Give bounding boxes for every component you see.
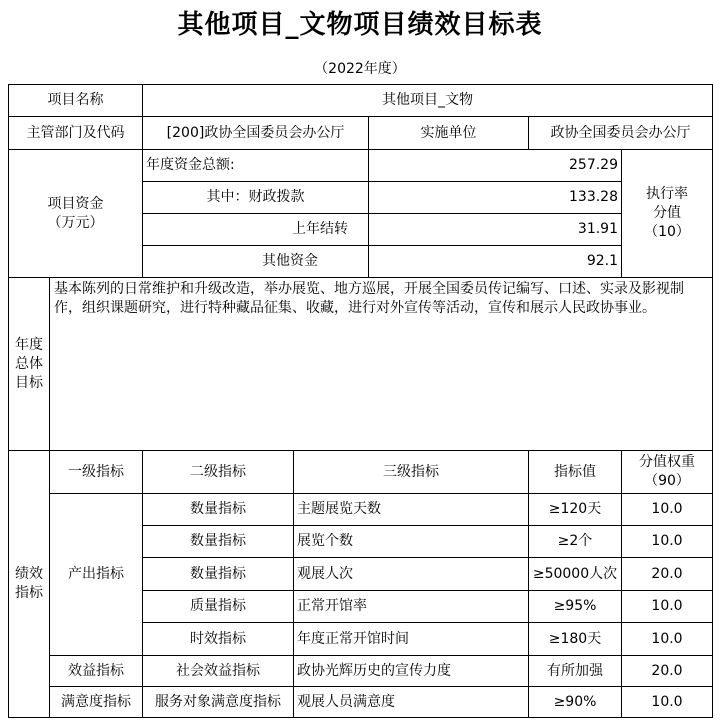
- funds-total-value: 257.29: [368, 149, 622, 182]
- goal-text: 基本陈列的日常维护和升级改造，举办展览、地方巡展，开展全国委员传记编写、口述、实录及影视制作，组织课题研究，进行特种藏品征集、收藏，进行对外宣传等活动，宣传和展示人民政协事业。: [49, 277, 713, 451]
- funds-fiscal-label: 其中：财政拨款: [142, 181, 369, 214]
- row1-level3: 主题展览天数: [293, 493, 529, 526]
- row4-level3: 正常开馆率: [293, 590, 529, 623]
- funds-total-label: 年度资金总额:: [142, 149, 369, 182]
- goal-label: 年度 总体 目标: [8, 277, 50, 451]
- output-indicators-label: 产出指标: [49, 493, 143, 656]
- header-value: 指标值: [528, 450, 622, 494]
- row2-level3: 展览个数: [293, 525, 529, 558]
- funds-other-value: 92.1: [368, 245, 622, 278]
- execution-rate-label: 执行率 分值 （10）: [621, 149, 713, 278]
- row4-weight: 10.0: [621, 590, 713, 623]
- project-name-label: 项目名称: [8, 84, 143, 117]
- benefit-weight: 20.0: [621, 655, 713, 687]
- row5-value: ≥180天: [528, 622, 622, 656]
- benefit-level3: 政协光辉历史的宣传力度: [293, 655, 529, 687]
- benefit-value: 有所加强: [528, 655, 622, 687]
- row2-level2: 数量指标: [142, 525, 294, 558]
- satisfaction-level2: 服务对象满意度指标: [142, 686, 294, 718]
- funds-other-label: 其他资金: [142, 245, 369, 278]
- row2-weight: 10.0: [621, 525, 713, 558]
- row1-weight: 10.0: [621, 493, 713, 526]
- header-weight: 分值权重 （90）: [621, 450, 713, 494]
- funds-label: 项目资金 （万元）: [8, 149, 143, 278]
- funds-carryover-value: 31.91: [368, 213, 622, 246]
- row4-value: ≥95%: [528, 590, 622, 623]
- page-title: 其他项目_文物项目绩效目标表: [177, 10, 543, 40]
- row3-level3: 观展人次: [293, 557, 529, 591]
- row2-value: ≥2个: [528, 525, 622, 558]
- funds-carryover-label: 上年结转: [142, 213, 369, 246]
- funds-fiscal-value: 133.28: [368, 181, 622, 214]
- header-level2: 二级指标: [142, 450, 294, 494]
- row3-weight: 20.0: [621, 557, 713, 591]
- dept-value: [200]政协全国委员会办公厅: [142, 116, 369, 150]
- satisfaction-weight: 10.0: [621, 686, 713, 718]
- row4-level2: 质量指标: [142, 590, 294, 623]
- project-name-value: 其他项目_文物: [142, 84, 713, 117]
- header-level3: 三级指标: [293, 450, 529, 494]
- benefit-level2: 社会效益指标: [142, 655, 294, 687]
- row3-value: ≥50000人次: [528, 557, 622, 591]
- unit-value: 政协全国委员会办公厅: [528, 116, 713, 150]
- satisfaction-level1: 满意度指标: [49, 686, 143, 718]
- row3-level2: 数量指标: [142, 557, 294, 591]
- indicators-section-label: 绩效 指标: [8, 450, 50, 718]
- year-label: （2022年度）: [314, 61, 406, 77]
- benefit-level1: 效益指标: [49, 655, 143, 687]
- unit-label: 实施单位: [368, 116, 529, 150]
- satisfaction-value: ≥90%: [528, 686, 622, 718]
- row1-value: ≥120天: [528, 493, 622, 526]
- row5-level3: 年度正常开馆时间: [293, 622, 529, 656]
- satisfaction-level3: 观展人员满意度: [293, 686, 529, 718]
- row1-level2: 数量指标: [142, 493, 294, 526]
- row5-level2: 时效指标: [142, 622, 294, 656]
- dept-label: 主管部门及代码: [8, 116, 143, 150]
- row5-weight: 10.0: [621, 622, 713, 656]
- header-level1: 一级指标: [49, 450, 143, 494]
